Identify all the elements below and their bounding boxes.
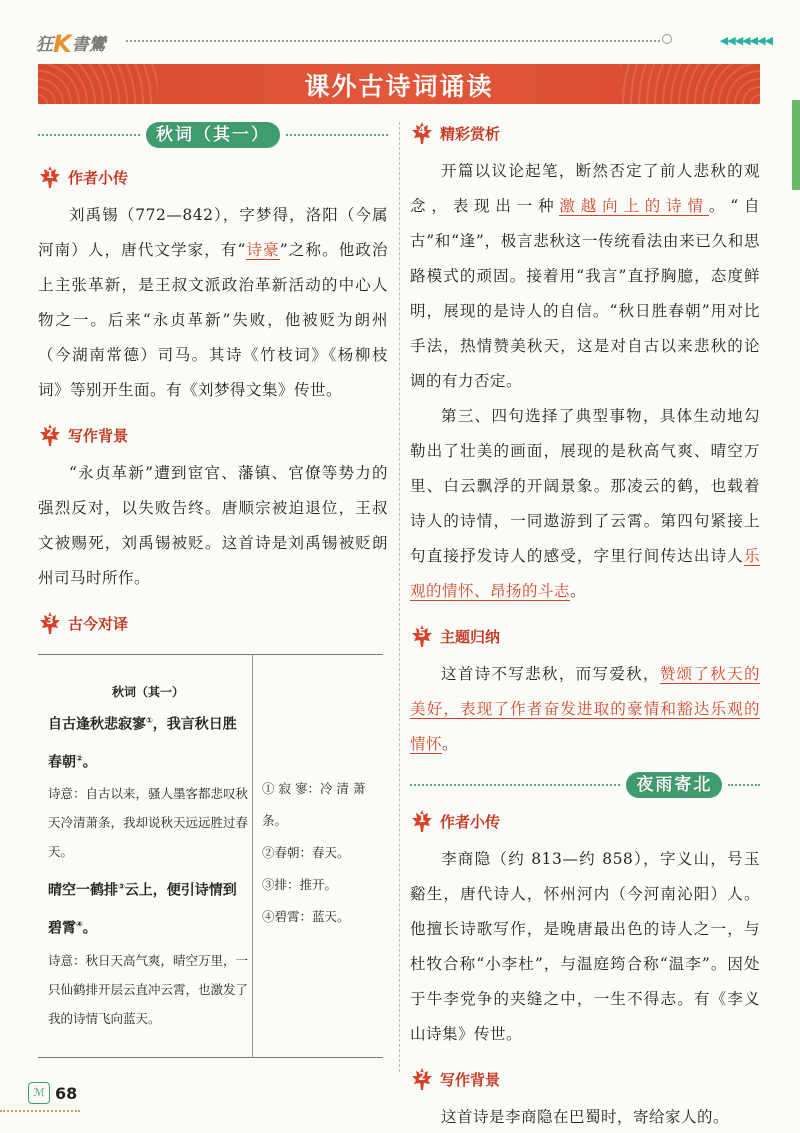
poem-meaning-1: 诗意：自古以来，骚人墨客都悲叹秋天冷清萧条，我却说秋天远远胜过春天。 bbox=[48, 786, 249, 860]
maple-leaf-icon: 3 bbox=[38, 611, 62, 635]
poem-meaning-2: 诗意：秋日天高气爽，晴空万里，一只仙鹤排开层云直冲云霄，也激发了我的诗情飞向蓝天。 bbox=[48, 952, 249, 1026]
section-banner bbox=[38, 64, 760, 104]
writing-background-2: 这首诗是李商隐在巴蜀时，寄给家人的。 bbox=[441, 1108, 730, 1126]
maple-leaf-icon: 1 bbox=[410, 809, 434, 833]
writing-background: “永贞革新”遭到宦官、藩镇、官僚等势力的强烈反对，以失败告终。唐顺宗被迫退位，王叔文被赐死，刘禹锡被贬。这首诗是刘禹锡被贬朗州司马时所作。 bbox=[38, 464, 388, 587]
banner-title: 课外古诗词诵读 bbox=[304, 72, 494, 101]
right-column bbox=[410, 120, 760, 1133]
note-item: ① 寂 寥：冷 清 萧条。 bbox=[262, 781, 366, 828]
header-dotted-line bbox=[126, 40, 660, 42]
author-bio-2: 李商隐（约 813—约 858），字义山，号玉谿生，唐代诗人，怀州河内（今河南沁阳）人。他擅长诗歌写作，是晚唐最出色的诗人之一，与杜牧合称“小李杜”，与温庭筠合称“温李”。因处于牛李党争的夹缝之中，一生不得志。有《李义山诗集》传世。 bbox=[410, 850, 760, 1043]
side-tab-strip bbox=[792, 100, 800, 190]
note-item: ③排：推开。 bbox=[262, 877, 338, 892]
arrows-icon: ◀◀◀◀◀◀◀ bbox=[719, 34, 772, 47]
maple-leaf-icon: 5 bbox=[410, 624, 434, 648]
poem-title: 秋词（其一） bbox=[146, 122, 280, 148]
maple-leaf-icon: 2 bbox=[38, 423, 62, 447]
author-bio: 刘禹锡（772—842），字梦得，洛阳（今属河南）人，唐代文学家，有“诗豪”之称。他政治上主张革新，是王叔文派政治革新活动的中心人物之一。后来“永贞革新”失败，他被贬为朗州（今湖南常德）司马。其诗《竹枝词》《杨柳枝词》等别开生面。有《刘梦得文集》传世。 bbox=[38, 206, 388, 399]
appreciation-para-2: 第三、四句选择了典型事物，具体生动地勾勒出了壮美的画面，展现的是秋高气爽、晴空万里、白云飘浮的开阔景象。那凌云的鹤，也载着诗人的诗情，一同遨游到了云霄。第四句紧接上句直接抒发诗人的感受，字里行间传达出诗人乐观的情怀、昂扬的斗志。 bbox=[410, 407, 760, 600]
note-item: ②春朝：春天。 bbox=[262, 845, 350, 860]
poem-title-bar bbox=[410, 770, 760, 800]
poem-title: 夜雨寄北 bbox=[626, 772, 722, 798]
brand-logo: 狂K書鸞 bbox=[36, 30, 106, 58]
translation-table bbox=[38, 654, 383, 1058]
section-heading-translation: 3 古今对译 bbox=[38, 610, 388, 636]
circle-icon bbox=[662, 34, 672, 44]
appreciation-para-1: 开篇以议论起笔，断然否定了前人悲秋的观念，表现出一种激越向上的诗情。“自古”和“逢”，极言悲秋这一传统看法由来已久和思路模式的顽固。接着用“我言”直抒胸臆，态度鲜明，展现的是诗人的自信。“秋日胜春朝”用对比手法，热情赞美秋天，这是对自古以来悲秋的论调的有力否定。 bbox=[410, 162, 760, 390]
page-header bbox=[36, 28, 780, 58]
footer-dotted-line bbox=[0, 1110, 80, 1112]
poem-line-1: 自古逢秋悲寂寥①，我言秋日胜春朝②。 bbox=[48, 716, 237, 771]
annotation-notes bbox=[262, 773, 380, 933]
translation-title: 秋词（其一） bbox=[111, 685, 184, 699]
section-heading-author: 1 作者小传 bbox=[38, 164, 388, 190]
section-heading-author: 1 作者小传 bbox=[410, 808, 760, 834]
page-icon: ℳ bbox=[28, 1082, 50, 1104]
note-item: ④碧霄：蓝天。 bbox=[262, 909, 350, 924]
column-divider bbox=[399, 122, 400, 1072]
section-heading-background: 2 写作背景 bbox=[410, 1066, 760, 1092]
maple-leaf-icon: 2 bbox=[410, 1067, 434, 1091]
theme-summary: 这首诗不写悲秋，而写爱秋，赞颂了秋天的美好，表现了作者奋发进取的豪情和豁达乐观的情怀。 bbox=[410, 665, 760, 753]
poem-title-bar bbox=[38, 120, 388, 150]
section-heading-appreciation: 4 精彩赏析 bbox=[410, 120, 760, 146]
maple-leaf-icon: 1 bbox=[38, 165, 62, 189]
section-heading-background: 2 写作背景 bbox=[38, 422, 388, 448]
left-column bbox=[38, 120, 388, 1058]
maple-leaf-icon: 4 bbox=[410, 121, 434, 145]
poem-line-2: 晴空一鹤排③云上，便引诗情到碧霄④。 bbox=[48, 882, 237, 937]
page-number: ℳ 68 bbox=[28, 1082, 77, 1104]
section-heading-theme: 5 主题归纳 bbox=[410, 623, 760, 649]
